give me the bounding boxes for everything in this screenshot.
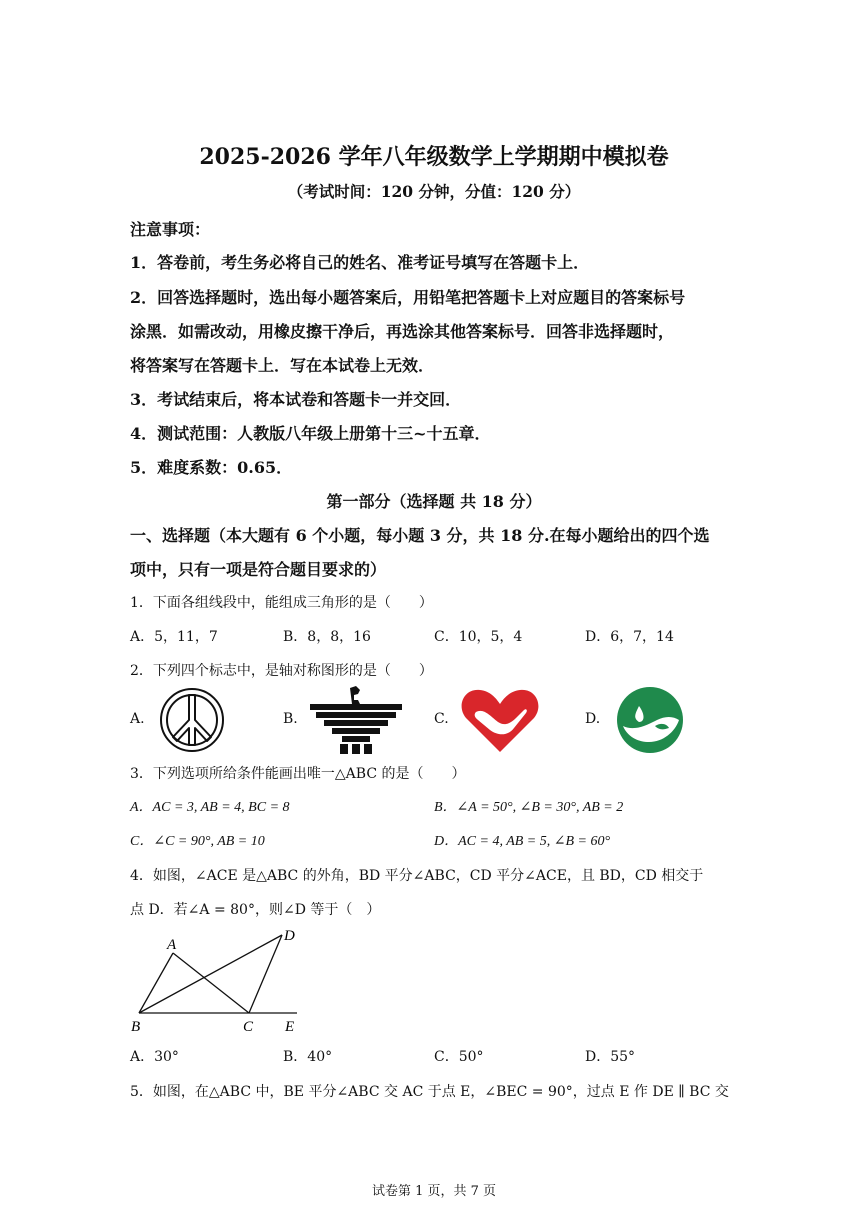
point-label-a: A [167, 937, 177, 953]
q3-option-c: C．∠C = 90°, AB = 10 [130, 834, 265, 849]
page-title: 2025-2026 学年八年级数学上学期期中模拟卷 [199, 144, 669, 170]
q2-option-a-label: A. [130, 711, 145, 727]
notice-item-4: 4．测试范围：人教版八年级上册第十三~十五章． [130, 424, 491, 443]
notice-item-2-cont2: 将答案写在答题卡上．写在本试卷上无效． [130, 356, 435, 375]
section-heading-cont: 项中，只有一项是符合题目要求的） [130, 560, 387, 579]
question-5-stem: 5．如图，在△ABC 中，BE 平分∠ABC 交 AC 于点 E，∠BEC = 90°，过点 E 作 DE ∥ BC 交 [130, 1084, 729, 1100]
peace-symbol-icon [158, 686, 226, 754]
question-4-stem-cont: 点 D．若∠A = 80°，则∠D 等于（ ） [130, 902, 381, 918]
point-label-d: D [284, 928, 295, 944]
q2-option-b-label: B. [283, 711, 298, 727]
q4-option-a: A．30° [130, 1049, 179, 1065]
notice-item-5: 5．难度系数：0.65． [130, 458, 293, 477]
q1-option-c: C．10，5，4 [434, 629, 523, 645]
notice-item-2: 2．回答选择题时，选出每小题答案后，用铅笔把答题卡上对应题目的答案标号 [130, 288, 686, 307]
q1-option-d: D．6，7，14 [585, 629, 674, 645]
exam-info: （考试时间：120 分钟，分值：120 分） [287, 182, 581, 201]
question-2-stem: 2．下列四个标志中，是轴对称图形的是（ ） [130, 663, 433, 679]
q2-option-d-label: D. [585, 711, 601, 727]
q4-option-c: C．50° [434, 1049, 484, 1065]
section-heading: 一、选择题（本大题有 6 个小题，每小题 3 分，共 18 分.在每小题给出的四个选 [130, 526, 710, 545]
notice-heading: 注意事项： [130, 220, 211, 239]
triangle-figure [125, 925, 315, 1040]
green-water-logo-icon [615, 686, 685, 754]
q4-option-d: D．55° [585, 1049, 636, 1065]
heart-hand-logo-icon [460, 686, 540, 754]
part-heading: 第一部分（选择题 共 18 分） [326, 492, 542, 511]
q3-option-b: B．∠A = 50°, ∠B = 30°, AB = 2 [434, 800, 624, 815]
question-1-stem: 1．下面各组线段中，能组成三角形的是（ ） [130, 595, 433, 611]
question-4-stem: 4．如图，∠ACE 是△ABC 的外角，BD 平分∠ABC，CD 平分∠ACE，且 BD，CD 相交于 [130, 868, 704, 884]
q2-option-c-label: C. [434, 711, 449, 727]
eagle-emblem-icon [310, 686, 402, 754]
q4-option-b: B．40° [283, 1049, 333, 1065]
q1-option-b: B．8，8，16 [283, 629, 371, 645]
point-label-e: E [285, 1019, 295, 1035]
notice-item-3: 3．考试结束后，将本试卷和答题卡一并交回． [130, 390, 462, 409]
notice-item-2-cont: 涂黑．如需改动，用橡皮擦干净后，再选涂其他答案标号．回答非选择题时， [130, 322, 675, 341]
notice-item-1: 1．答卷前，考生务必将自己的姓名、准考证号填写在答题卡上． [130, 253, 590, 272]
point-label-b: B [131, 1019, 141, 1035]
point-label-c: C [243, 1019, 254, 1035]
q1-option-a: A．5，11，7 [130, 629, 218, 645]
q3-option-d: D．AC = 4, AB = 5, ∠B = 60° [434, 834, 611, 849]
question-3-stem: 3．下列选项所给条件能画出唯一△ABC 的是（ ） [130, 766, 466, 782]
q3-option-a: A．AC = 3, AB = 4, BC = 8 [130, 800, 290, 815]
page-footer: 试卷第 1 页，共 7 页 [371, 1184, 497, 1199]
